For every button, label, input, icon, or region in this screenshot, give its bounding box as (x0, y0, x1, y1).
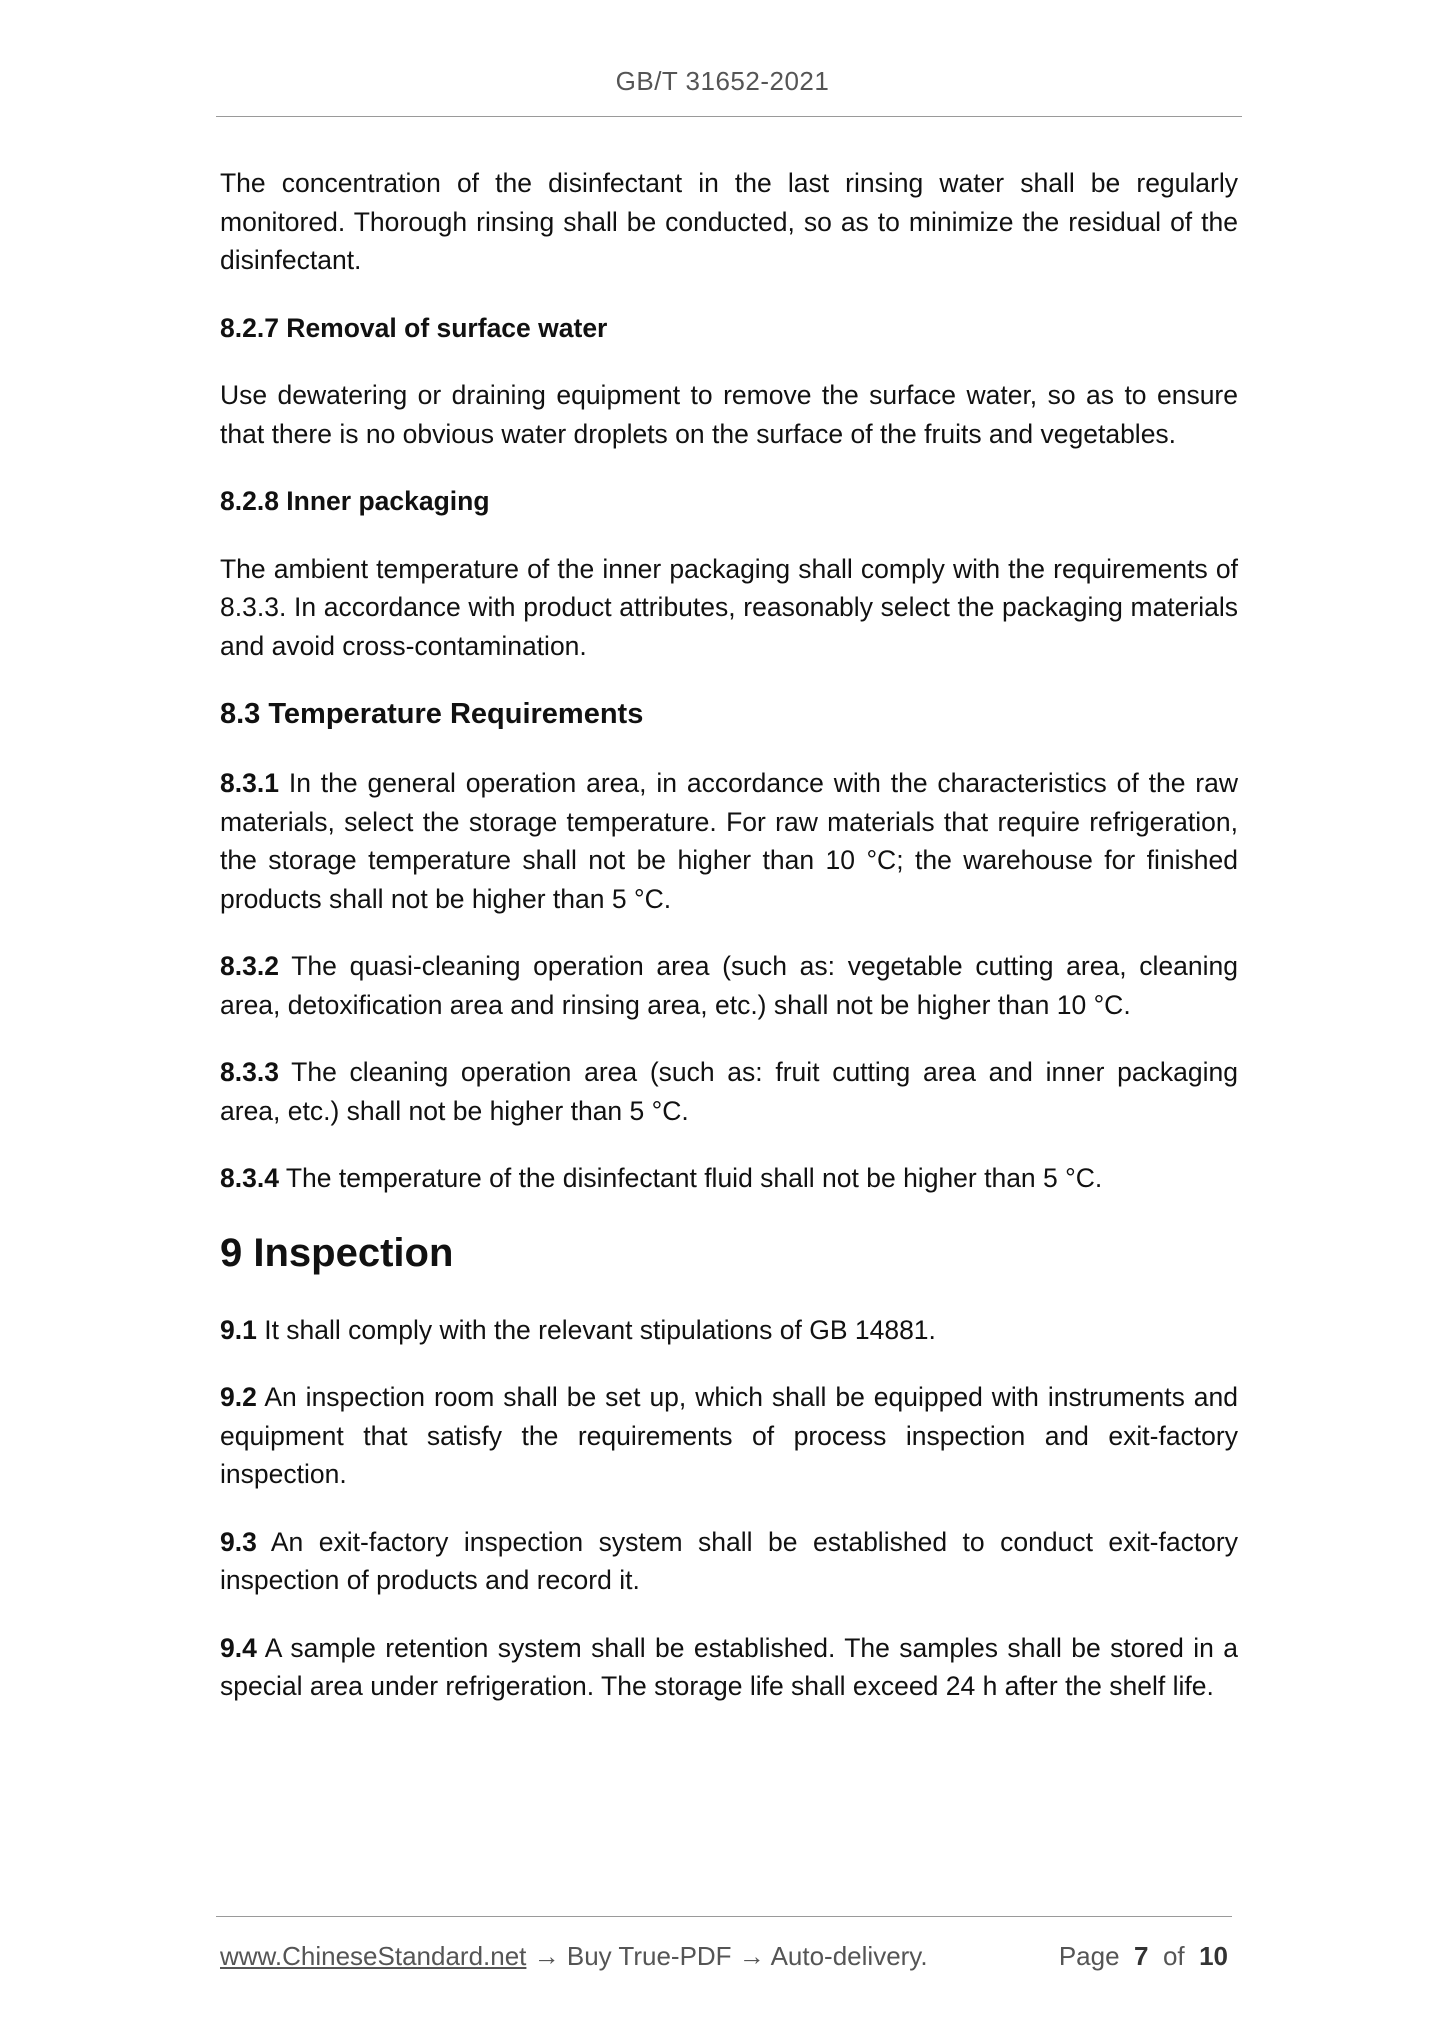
clause-number: 9.3 (220, 1526, 257, 1557)
clause-9-2 (220, 1378, 1238, 1494)
clause-text: In the general operation area, in accordance with the characteristics of the raw materials, select the storage temperature. For raw materials that require refrigeration, the storage temperature shall not be higher than 10 °C; the warehouse for finished products shall not be higher than 5 °C. (220, 768, 1238, 914)
clause-number: 8.3.1 (220, 768, 279, 798)
paragraph-8-2-8: The ambient temperature of the inner packaging shall comply with the requirements of 8.3.3. In accordance with product attributes, reasonably select the packaging materials and avoid cross-contamination. (220, 553, 1238, 661)
clause-number: 9.1 (220, 1314, 257, 1345)
of-label: of (1162, 1941, 1185, 1971)
page-current: 7 (1134, 1941, 1149, 1971)
clause-8-3-3 (220, 1053, 1238, 1130)
clause-text: An exit-factory inspection system shall be established to conduct exit-factory inspection of products and record it. (220, 1526, 1238, 1595)
heading-8-2-8: 8.2.8 Inner packaging (220, 486, 490, 516)
clause-number: 8.3.3 (220, 1057, 279, 1087)
clause-9-1 (220, 1311, 1238, 1350)
website-link[interactable]: www.ChineseStandard.net (220, 1941, 527, 1971)
clause-number: 8.3.4 (220, 1163, 279, 1193)
clause-9-3 (220, 1523, 1238, 1600)
header-divider (216, 116, 1242, 117)
heading-9-inspection: 9 Inspection (220, 1230, 454, 1275)
clause-8-3-4 (220, 1159, 1238, 1198)
clause-text: It shall comply with the relevant stipulations of GB 14881. (264, 1314, 936, 1345)
page-label: Page (1058, 1941, 1120, 1971)
page-total: 10 (1199, 1941, 1228, 1971)
page-footer (220, 1938, 1232, 1974)
clause-text: The cleaning operation area (such as: fruit cutting area and inner packaging area, etc.) shall not be higher than 5 °C. (220, 1057, 1239, 1126)
clause-text: The temperature of the disinfectant fluid shall not be higher than 5 °C. (285, 1163, 1103, 1193)
clause-text: The quasi-cleaning operation area (such as: vegetable cutting area, cleaning area, detoxification area and rinsing area, etc.) shall not be higher than 10 °C. (220, 951, 1238, 1020)
clause-number: 8.3.2 (220, 951, 279, 981)
clause-number: 9.4 (220, 1632, 257, 1663)
heading-8-3: 8.3 Temperature Requirements (220, 698, 644, 730)
clause-8-3-2 (220, 947, 1238, 1024)
page-indicator (1059, 1938, 1228, 1974)
heading-8-2-7: 8.2.7 Removal of surface water (220, 312, 608, 343)
paragraph-8-2-7: Use dewatering or draining equipment to remove the surface water, so as to ensure that there is no obvious water droplets on the surface of the fruits and vegetables. (220, 380, 1238, 449)
document-body (220, 164, 1238, 1735)
footer-tagline: → Buy True-PDF → Auto-delivery. (526, 1941, 928, 1971)
header-doc-code: GB/T 31652-2021 (615, 66, 830, 96)
clause-9-4 (220, 1629, 1238, 1706)
clause-8-3-1 (220, 764, 1238, 918)
clause-text: A sample retention system shall be established. The samples shall be stored in a special area under refrigeration. The storage life shall exceed 24 h after the shelf life. (220, 1632, 1238, 1701)
footer-divider (216, 1916, 1232, 1917)
intro-paragraph: The concentration of the disinfectant in the last rinsing water shall be regularly monitored. Thorough rinsing shall be conducted, so as to minimize the residual of the disinfectant. (220, 168, 1238, 275)
clause-number: 9.2 (220, 1382, 257, 1412)
clause-text: An inspection room shall be set up, which shall be equipped with instruments and equipment that satisfy the requirements of process inspection and exit-factory inspection. (220, 1382, 1238, 1489)
